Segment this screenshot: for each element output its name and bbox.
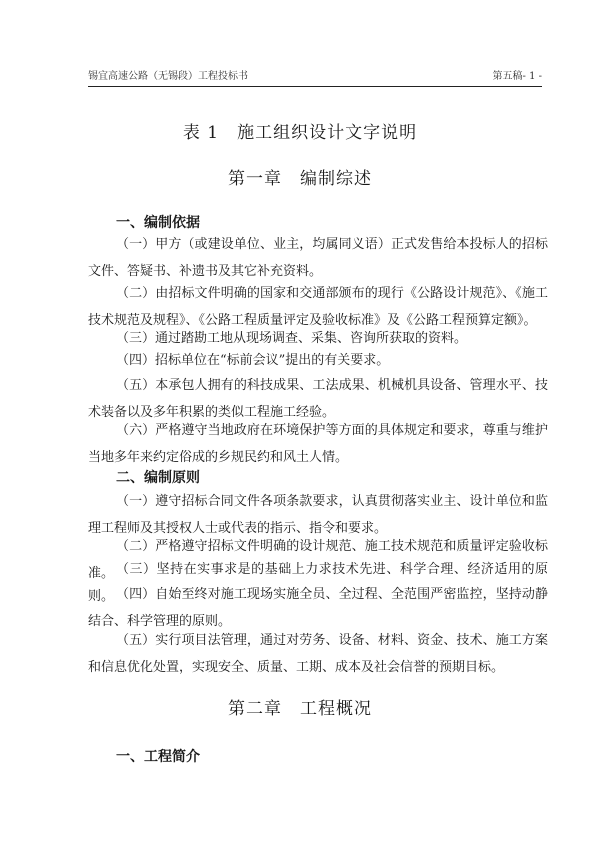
principle-item-3: （三）坚持在实事求是的基础上力求技术先进、科学合理、经济适用的原则。 [88, 562, 548, 604]
running-header [88, 66, 542, 87]
basis-item-6: （六）严格遵守当地政府在环境保护等方面的具体规定和要求，尊重与维护当地多年来约定俗成的乡规民约和风土人情。 [88, 423, 548, 465]
basis-item-3: （三）通过踏勘工地从现场调查、采集、咨询所获取的资料。 [116, 331, 468, 346]
principle-item-2: （二）严格遵守招标文件明确的设计规范、施工技术规范和质量评定验收标准。 [88, 539, 548, 581]
principle-item-4: （四）自始至终对施工现场实施全员、全过程、全范围严密监控，坚持动静结合、科学管理的原则。 [88, 587, 548, 629]
basis-item-1: （一）甲方（或建设单位、业主，均属同义语）正式发售给本投标人的招标文件、答疑书、补遗书及其它补充资料。 [88, 237, 548, 279]
principle-item-5: （五）实行项目法管理，通过对劳务、设备、材料、资金、技术、施工方案和信息优化处置，实现安全、质量、工期、成本及社会信誉的预期目标。 [88, 633, 548, 675]
header-project-title: 锡宜高速公路（无锡段）工程投标书 [88, 71, 248, 82]
header-page-number: 第五稿- 1 - [492, 71, 542, 82]
chapter-1-title: 第一章 编制综述 [228, 169, 372, 189]
principle-item-1: （一）遵守招标合同文件各项条款要求，认真贯彻落实业主、设计单位和监理工程师及其授权人士或代表的指示、指令和要求。 [88, 494, 548, 536]
chapter-2-title: 第二章 工程概况 [228, 699, 372, 719]
section-basis-title: 一、编制依据 [116, 215, 200, 231]
basis-item-4: （四）招标单位在“标前会议”提出的有关要求。 [116, 353, 390, 368]
section-overview-title: 一、工程简介 [116, 749, 200, 765]
table-title: 表 1 施工组织设计文字说明 [182, 123, 418, 143]
basis-item-2: （二）由招标文件明确的国家和交通部颁布的现行《公路设计规范》、《施工技术规范及规程》、《公路工程质量评定及验收标准》及《公路工程预算定额》。 [88, 286, 548, 328]
basis-item-5: （五）本承包人拥有的科技成果、工法成果、机械机具设备、管理水平、技术装备以及多年积累的类似工程施工经验。 [88, 378, 548, 420]
section-principles-title: 二、编制原则 [116, 470, 200, 486]
